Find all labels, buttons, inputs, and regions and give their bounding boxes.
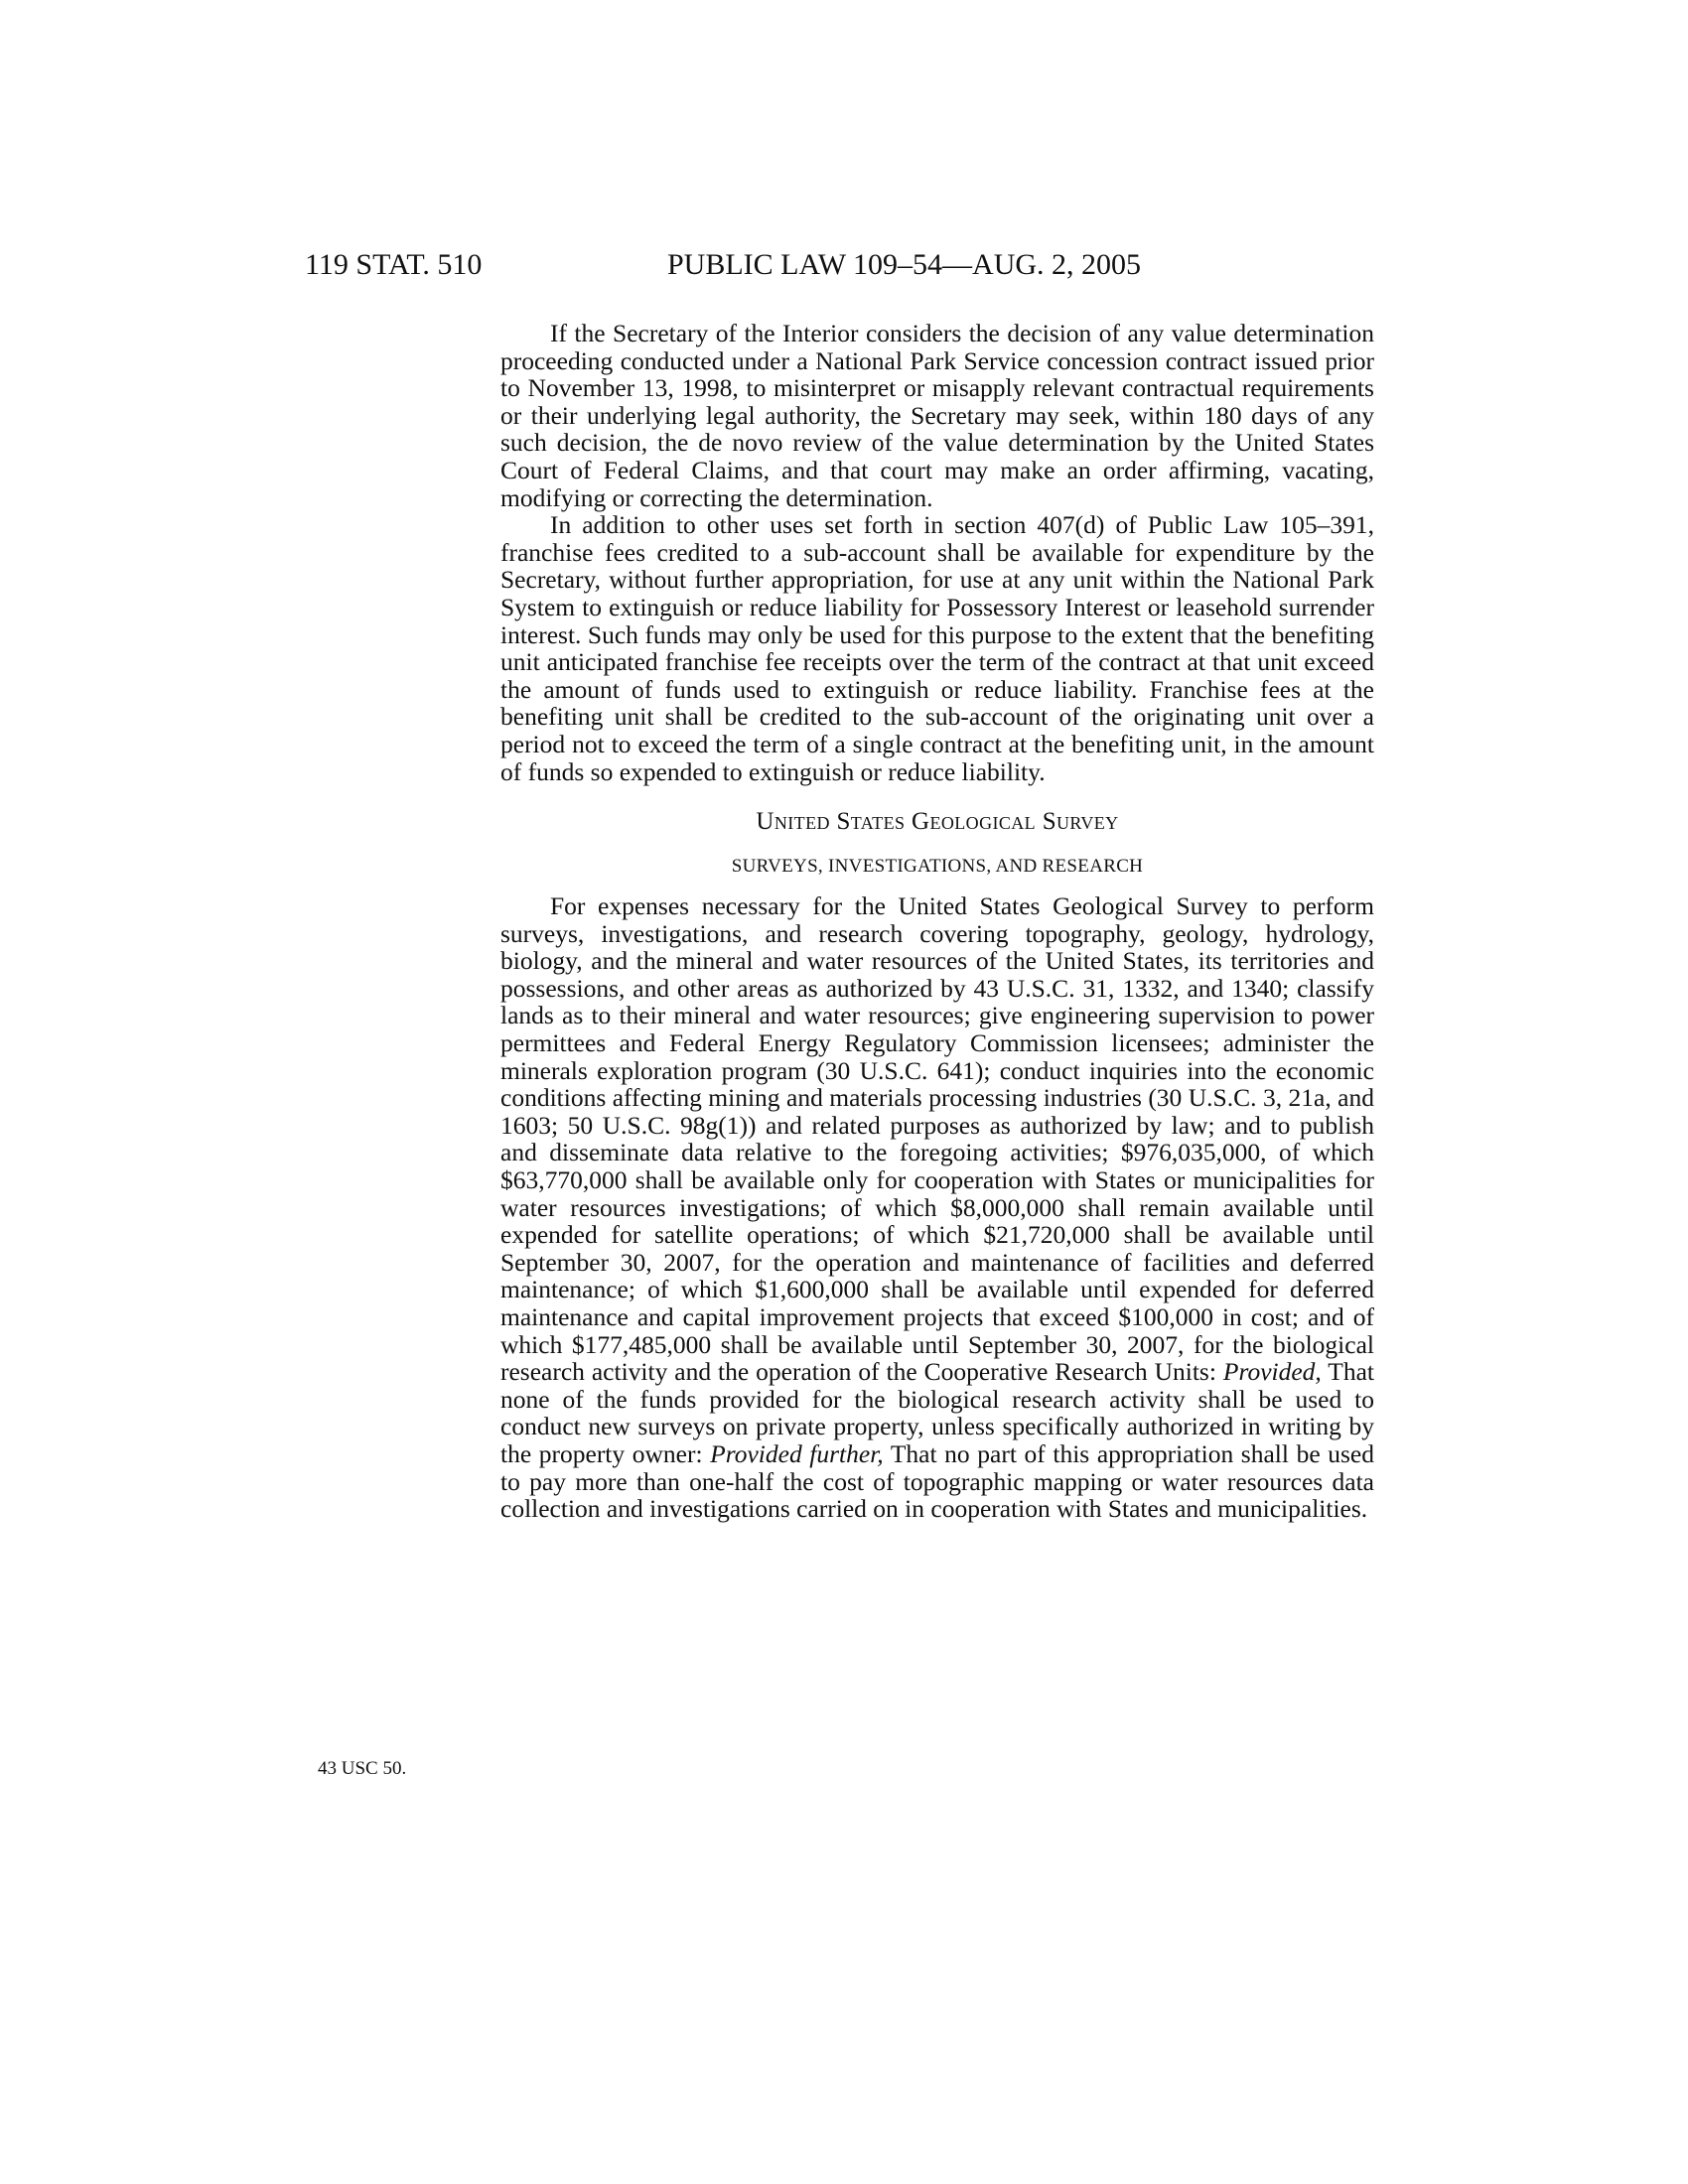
agency-heading: [500, 807, 1374, 837]
body-text-column: [500, 320, 1374, 1523]
section-heading: SURVEYS, INVESTIGATIONS, AND RESEARCH: [731, 856, 1144, 878]
provided-further-proviso: Provided further,: [710, 1438, 884, 1468]
paragraph-usgs-appropriation: [500, 892, 1374, 1523]
statute-page-reference: 119 STAT. 510: [305, 248, 483, 281]
paragraph-franchise-fees: In addition to other uses set forth in section 407(d) of Public Law 105–391, franchise fees credited to a sub-account shall be available for expenditure by the Secretary, without further appropriation, for use at any unit within the National Park System to extinguish or reduce liability for Possessory Interest or leasehold surrender interest. Such funds may only be used for this purpose to the extent that the benefiting unit anticipated franchise fee receipts over the term of the contract at that unit exceed the amount of funds used to extinguish or reduce liability. Franchise fees at the benefiting unit shall be credited to the sub-account of the originating unit over a period not to exceed the term of a single contract at the benefiting unit, in the amount of funds so expended to extinguish or reduce liability.: [500, 510, 1374, 786]
usgs-text-part-1: For expenses necessary for the United States Geological Survey to perform surveys, investigations, and research covering topography, geology, hydrology, biology, and the mineral and water resources of the United States, its territories and possessions, and other areas as authorized by 43 U.S.C. 31, 1332, and 1340; classify lands as to their mineral and water resources; give engineering supervision to power permittees and Federal Energy Regulatory Commission licensees; administer the minerals exploration program (30 U.S.C. 641); conduct inquiries into the economic conditions affecting mining and materials processing industries (30 U.S.C. 3, 21a, and 1603; 50 U.S.C. 98g(1)) and related purposes as authorized by law; and to publish and disseminate data relative to the foregoing activities; $976,035,000, of which $63,770,000 shall be available only for cooperation with States or municipalities for water resources investigations; of which $8,000,000 shall remain available until expended for satellite operations; of which $21,720,000 shall be available until September 30, 2007, for the operation and maintenance of facilities and deferred maintenance; of which $1,600,000 shall be available until expended for deferred maintenance and capital improvement projects that exceed $100,000 in cost; and of which $177,485,000 shall be available until September 30, 2007, for the biological research activity and the operation of the Cooperative Research Units:: [500, 891, 1374, 1387]
page-header: [0, 248, 1688, 288]
provided-proviso: Provided,: [1222, 1357, 1322, 1387]
public-law-title: PUBLIC LAW 109–54—AUG. 2, 2005: [667, 248, 1142, 281]
margin-citation-note: 43 USC 50.: [318, 1758, 407, 1779]
agency-heading-text: United States Geological Survey: [756, 808, 1119, 836]
usgs-text-part-3: That no part of this appropriation shall be used to pay more than one-half the cost of topographic mapping or water resources data collection and investigations carried on in cooperation with States and municipalities.: [500, 1438, 1374, 1524]
paragraph-value-determination: If the Secretary of the Interior considers the decision of any value determination proceeding conducted under a National Park Service concession contract issued prior to November 13, 1998, to misinterpret or misapply relevant contractual requirements or their underlying legal authority, the Secretary may seek, within 180 days of any such decision, the de novo review of the value determination by the United States Court of Federal Claims, and that court may make an order affirming, vacating, modifying or correcting the determination.: [500, 319, 1374, 512]
usgs-text-part-2: That none of the funds provided for the biological research activity shall be used to conduct new surveys on private property, unless specifically authorized in writing by the property owner:: [500, 1357, 1375, 1468]
